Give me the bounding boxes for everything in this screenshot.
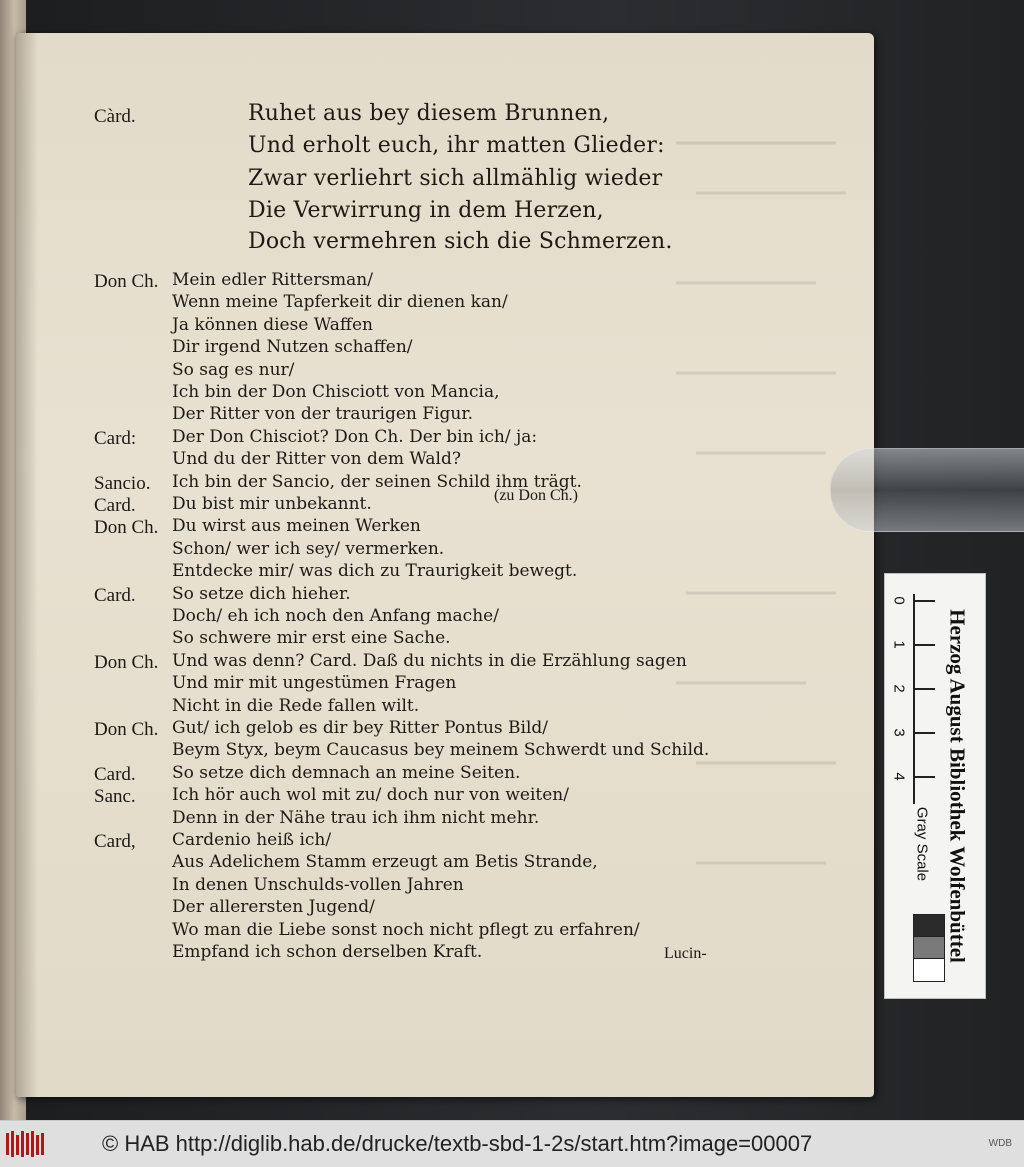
- dialogue-line: Empfand ich schon derselben Kraft.: [172, 942, 483, 962]
- verse-line: Zwar verliehrt sich allmählig wieder: [248, 166, 663, 191]
- copyright-link[interactable]: © HAB http://diglib.hab.de/drucke/textb-sbd-1-2s/start.htm?image=00007: [102, 1131, 813, 1156]
- dialogue-line: Cardenio heiß ich/: [172, 830, 332, 850]
- ruler-label: 3: [890, 728, 908, 737]
- ruler-label: 2: [890, 684, 908, 693]
- ruler-line: [913, 594, 915, 804]
- dialogue-line: Und was denn? Card. Daß du nichts in die Erzählung sagen: [172, 650, 687, 671]
- dialogue-line: Gut/ ich gelob es dir bey Ritter Pontus Bild/: [172, 718, 549, 738]
- dialogue-line: Du bist mir unbekannt.: [172, 494, 372, 514]
- ruler-tick: [913, 600, 935, 602]
- dialogue-line: Beym Styx, beym Caucasus bey meinem Schwerdt und Schild.: [172, 740, 710, 761]
- dialogue-line: Ja können diese Waffen: [172, 314, 373, 335]
- dialogue-line: Doch/ eh ich noch den Anfang mache/: [172, 606, 499, 626]
- dialogue-line: Und du der Ritter von dem Wald?: [172, 449, 461, 470]
- dialogue-line: So setze dich hieher.: [172, 583, 351, 604]
- verse-line: Die Verwirrung in dem Herzen,: [248, 198, 604, 223]
- ruler-tick: [913, 732, 935, 734]
- ruler-tick: [913, 688, 935, 690]
- dialogue-line: Denn in der Nähe trau ich ihm nicht mehr.: [172, 807, 540, 828]
- verse-line: Ruhet aus bey diesem Brunnen,: [248, 101, 610, 126]
- dialogue-line: Du wirst aus meinen Werken: [172, 516, 421, 537]
- institution-label: Herzog August Bibliothek Wolfenbüttel: [945, 609, 970, 963]
- stage-direction: (zu Don Ch.): [494, 487, 578, 504]
- dialogue-line: Wo man die Liebe sonst noch nicht pflegt zu erfahren/: [172, 919, 640, 940]
- ruler-label: 1: [890, 640, 908, 649]
- dialogue-line: Entdecke mir/ was dich zu Traurigkeit bewegt.: [172, 561, 578, 582]
- ruler-label: 4: [890, 772, 908, 781]
- speaker-label: Don Ch.: [94, 517, 159, 539]
- dialogue-line: Der Ritter von der traurigen Figur.: [172, 404, 474, 425]
- dialogue-line: Ich bin der Sancio, der seinen Schild ihm trägt.: [172, 471, 582, 492]
- speaker-label: Card:: [94, 427, 137, 449]
- verse-line: Und erholt euch, ihr matten Glieder:: [248, 133, 665, 158]
- speaker-label: Don Ch.: [94, 271, 159, 292]
- dialogue-line: Der allerersten Jugend/: [172, 897, 375, 918]
- ruler-tick: [913, 776, 935, 778]
- catchword: Lucin-: [664, 945, 707, 962]
- dialogue-line: Und mir mit ungestümen Fragen: [172, 673, 457, 694]
- dialogue-line: Ich bin der Don Chisciott von Mancia,: [172, 382, 500, 402]
- ruler-label: 0: [890, 596, 908, 605]
- dialogue-line: Nicht in die Rede fallen wilt.: [172, 695, 420, 716]
- dialogue-line: In denen Unschulds-vollen Jahren: [172, 874, 464, 895]
- dialogue-line: Schon/ wer ich sey/ vermerken.: [172, 538, 445, 559]
- verse-speaker: Càrd.: [94, 106, 136, 127]
- dialogue-line: Dir irgend Nutzen schaffen/: [172, 337, 413, 358]
- ruler-tick: [913, 644, 935, 646]
- dialogue-line: Wenn meine Tapferkeit dir dienen kan/: [172, 292, 508, 313]
- dialogue-line: Der Don Chisciot? Don Ch. Der bin ich/ ja:: [172, 426, 538, 447]
- gray-scale-label: Gray Scale: [913, 806, 931, 882]
- dialogue-line: Aus Adelichem Stamm erzeugt am Betis Strande,: [172, 852, 598, 873]
- gray-scale-card: [884, 573, 986, 999]
- footer-mark: WDB: [988, 1138, 1012, 1149]
- speaker-label: Card.: [94, 584, 136, 606]
- speaker-label: Card.: [94, 495, 136, 516]
- speaker-label: Sancio.: [94, 472, 151, 494]
- footer-bar: [0, 1120, 1024, 1167]
- speaker-label: Card,: [94, 831, 136, 852]
- speaker-label: Don Ch.: [94, 719, 159, 740]
- book-clamp: [830, 448, 1024, 532]
- hab-logo-icon: [6, 1131, 46, 1157]
- dialogue-line: Mein edler Rittersman/: [172, 270, 373, 290]
- speaker-label: Card.: [94, 763, 136, 785]
- dialogue-line: So setze dich demnach an meine Seiten.: [172, 762, 521, 783]
- dialogue-line: So schwere mir erst eine Sache.: [172, 628, 451, 649]
- book-page: [16, 33, 874, 1097]
- page-gutter-shadow: [16, 33, 38, 1097]
- speaker-label: Don Ch.: [94, 651, 159, 673]
- verse-line: Doch vermehren sich die Schmerzen.: [248, 229, 673, 254]
- speaker-label: Sanc.: [94, 786, 136, 808]
- dialogue-line: Ich hör auch wol mit zu/ doch nur von weiten/: [172, 785, 569, 806]
- dialogue-line: So sag es nur/: [172, 359, 295, 380]
